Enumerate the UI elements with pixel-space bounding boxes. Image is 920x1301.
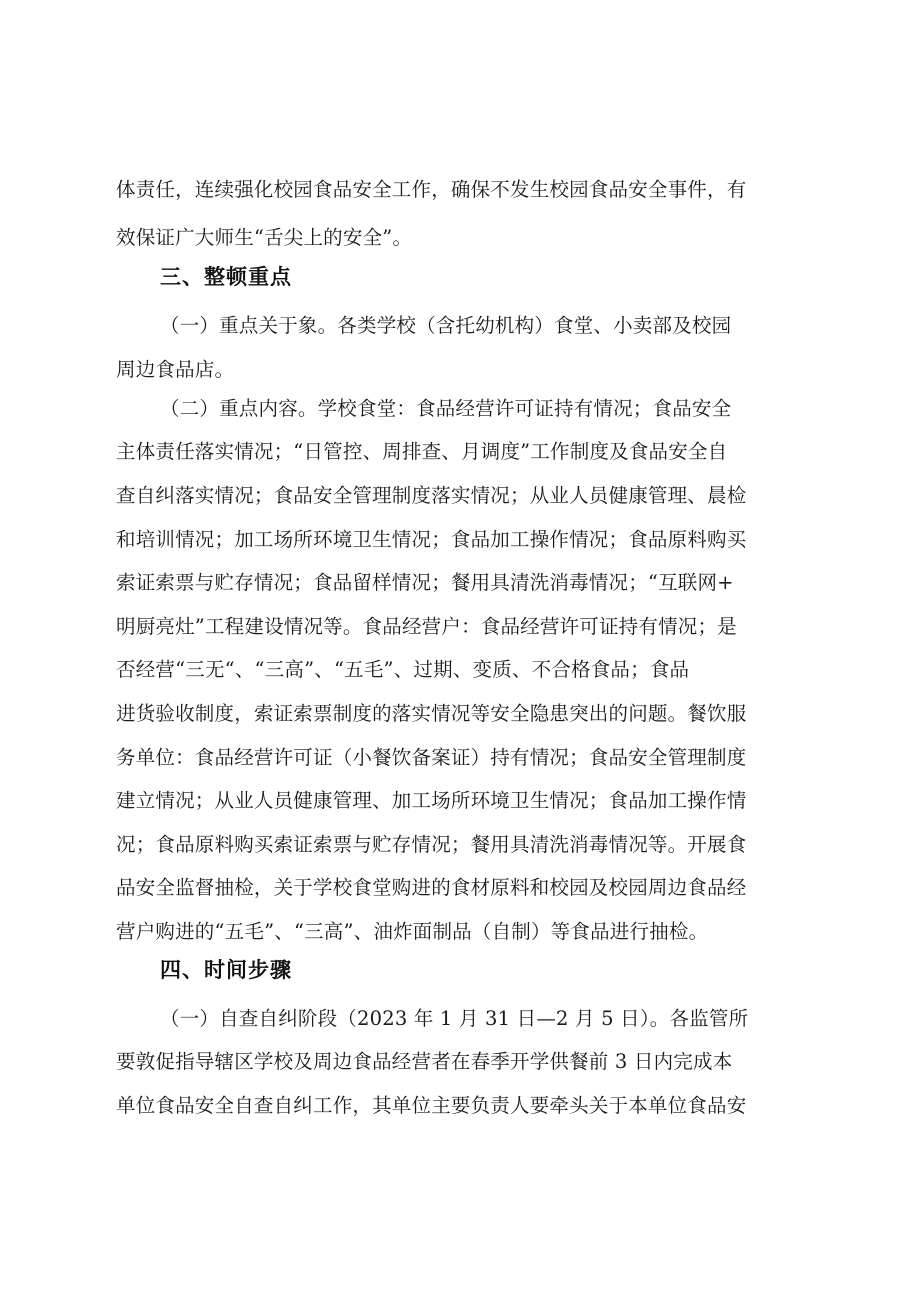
section-heading-3: 三、整顿重点 — [160, 265, 292, 289]
paragraph-line: （一）重点关于象。各类学校（含托幼机构）食堂、小卖部及校园 — [160, 314, 732, 337]
paragraph-line: 建立情况；从业人员健康管理、加工场所环境卫生情况；食品加工操作情 — [116, 789, 747, 812]
paragraph-line: 效保证广大师生“舌尖上的安全”。 — [116, 226, 413, 249]
paragraph-line: 主体责任落实情况；“日管控、周排查、月调度”工作制度及食品安全自 — [116, 440, 728, 463]
paragraph-line: 索证索票与贮存情况；食品留样情况；餐用具清洗消毒情况；“互联网+ — [116, 571, 734, 594]
paragraph-line: 和培训情况；加工场所环境卫生情况；食品加工操作情况；食品原料购买 — [116, 528, 747, 551]
paragraph-line: 营户购进的“五毛”、“三高”、油炸面制品（自制）等食品进行抽检。 — [116, 920, 709, 943]
paragraph-line: 查自纠落实情况；食品安全管理制度落实情况；从业人员健康管理、晨检 — [116, 484, 747, 507]
paragraph-line: 明厨亮灶”工程建设情况等。食品经营户：食品经营许可证持有情况；是 — [116, 615, 737, 638]
paragraph-line: （二）重点内容。学校食堂：食品经营许可证持有情况；食品安全 — [160, 397, 732, 420]
paragraph-line: 要敦促指导辖区学校及周边食品经营者在春季开学供餐前 3 日内完成本 — [116, 1050, 733, 1073]
paragraph-line: 进货验收制度，索证索票制度的落实情况等安全隐患突出的问题。餐饮服 — [116, 702, 747, 725]
paragraph-line: （一）自查自纠阶段（2023 年 1 月 31 日—2 月 5 日）。各监管所 — [160, 1007, 749, 1030]
paragraph-line: 体责任，连续强化校园食品安全工作，确保不发生校园食品安全事件，有 — [116, 178, 747, 201]
paragraph-line: 否经营“三无“、“三高”、“五毛”、过期、变质、不合格食品；食品 — [116, 658, 690, 681]
section-heading-4: 四、时间步骤 — [160, 958, 292, 982]
paragraph-line: 周边食品店。 — [116, 358, 235, 381]
paragraph-line: 单位食品安全自查自纠工作，其单位主要负责人要牵头关于本单位食品安 — [116, 1094, 747, 1117]
paragraph-line: 况；食品原料购买索证索票与贮存情况；餐用具清洗消毒情况等。开展食 — [116, 833, 747, 856]
paragraph-line: 务单位：食品经营许可证（小餐饮备案证）持有情况；食品安全管理制度 — [116, 746, 747, 769]
paragraph-line: 品安全监督抽检，关于学校食堂购进的食材原料和校园及校园周边食品经 — [116, 876, 747, 899]
